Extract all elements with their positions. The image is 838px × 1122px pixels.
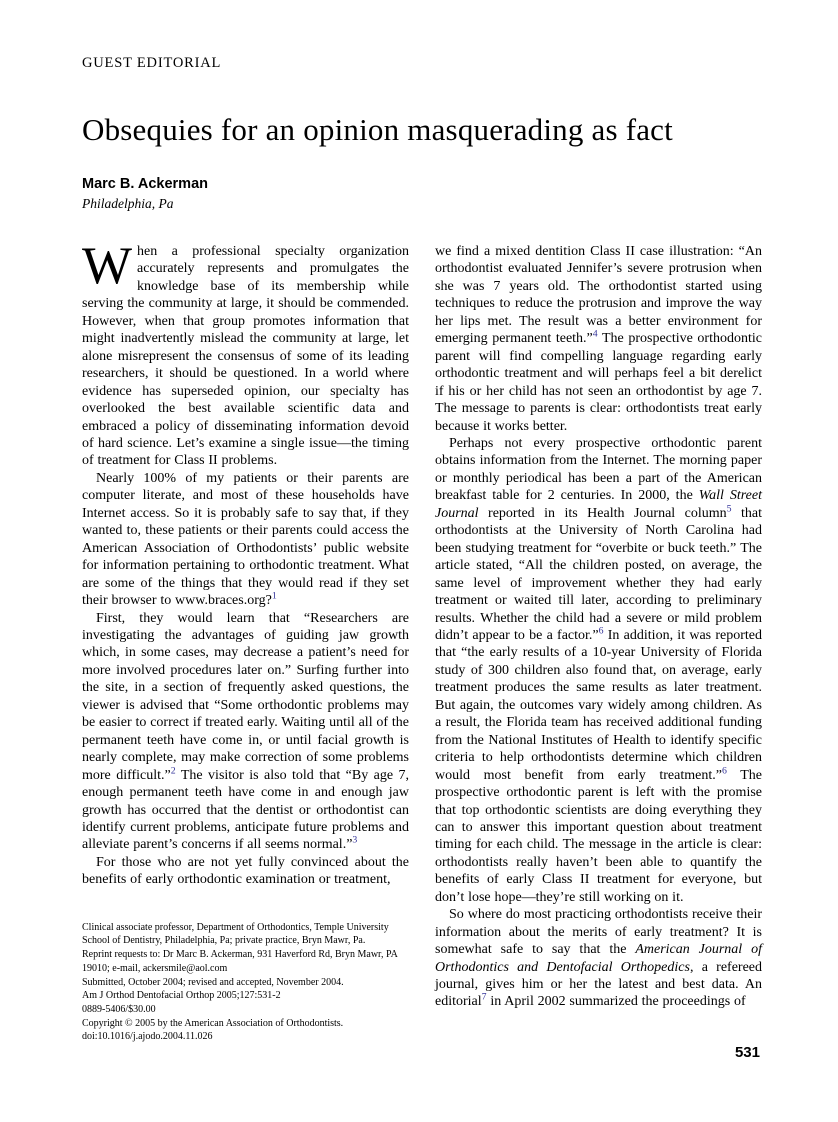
footnote-block — [82, 921, 409, 1044]
citation-reference[interactable]: 7 — [481, 991, 487, 1003]
citation-reference[interactable]: 5 — [726, 503, 732, 515]
drop-cap: W — [82, 237, 133, 295]
italic-journal-name: Wall Street Journal — [435, 488, 762, 521]
section-kicker: GUEST EDITORIAL — [82, 55, 222, 71]
paragraph-website-claims — [82, 610, 409, 854]
paragraph-journal-source — [435, 906, 762, 1011]
paragraph-text — [82, 855, 409, 887]
text-run: that orthodontists at the University of North Carolina had been studying treatment for “overbite or buck teeth.” The article stated, “All the children posted, on average, the same level of improvement whether they had early treatment or waited till later, according to preliminary results. Whether the child had a severe or mild problem didn’t appear to be a factor.” — [435, 505, 762, 643]
author-affiliation: Philadelphia, Pa — [82, 196, 174, 211]
text-run: In addition, it was reported that “the early results of a 10-year University of Florida study of 300 children also found that, on average, early treatment produces the same results as later treatment. But again, the outcomes vary widely among children. As a result, the Florida team has received additional funding from the National Institutes of Health to identify specific criteria to help orthodontists determine which children would most benefit from early treatment.” — [435, 627, 762, 783]
paragraph-not-convinced — [82, 854, 409, 889]
citation-reference[interactable]: 4 — [592, 328, 598, 340]
italic-journal-name: American Journal of Orthodontics and Dentofacial Orthopedics — [435, 942, 762, 975]
text-run: , a refereed journal, gives him or her the latest and best data. An editorial — [435, 959, 763, 1010]
footnote-issn-price: 0889-5406/$30.00 — [82, 1003, 156, 1015]
text-run: First, they would learn that “Researchers are investigating the advantages of guiding jaw growth which, in some cases, may decrease a patient’s need for more involved procedures later on.” Surfing further into the site, in a section of frequently asked questions, the viewer is advised that “Some orthodontic problems may be easier to correct if treated early. Waiting until all of the permanent teeth have come in, or until facial growth is nearly complete, may make correction of some problems more difficult.” — [82, 610, 409, 783]
paragraph-text — [82, 471, 409, 608]
left-column — [82, 237, 410, 1044]
text-run: hen a professional specialty organization accurately represents and promulgates the knowledge base of its membership while serving the community at large, it should be commended. However, when that group promotes information that might inadvertently mislead the community at large, let alone misrepresent the consensus of some of its leading researchers, it should be questioned. In a world where evidence has superseded opinion, our specialty has overlooked the best available scientific data and embraced a policy of disseminating information devoid of hard science. Let’s examine a single issue—the timing of treatment for Class II problems. — [82, 244, 409, 469]
text-run: we find a mixed dentition Class II case illustration: “An orthodontist evaluated Jennifer’s severe protrusion when she was 7 years old. The orthodontist started using techniques to reduce the protrusion and improve the way her lips met. The result was a better environment for emerging permanent teeth.” — [435, 244, 762, 347]
footnote-journal-citation: Am J Orthod Dentofacial Orthop 2005;127:531-2 — [82, 990, 281, 1002]
footnote-doi: doi:10.1016/j.ajodo.2004.11.026 — [82, 1031, 213, 1043]
text-run: Perhaps not every prospective orthodontic parent obtains information from the Internet. The morning paper or monthly periodical has been a part of the American breakfast table for 2 centuries. In 2000, the — [435, 435, 762, 504]
text-run: in April 2002 summarized the proceedings of — [486, 994, 746, 1010]
text-run: So where do most practicing orthodontists receive their information about the merits of early treatment? It is somewhat safe to say that the — [435, 907, 762, 958]
citation-reference[interactable]: 1 — [271, 590, 277, 602]
citation-reference[interactable]: 2 — [170, 764, 176, 776]
paragraph-text — [82, 611, 409, 853]
paragraph-text — [435, 907, 762, 1009]
article-title: Obsequies for an opinion masquerading as fact — [82, 112, 673, 147]
footnote-affiliation: Clinical associate professor, Department of Orthodontics, Temple University School of Dentistry, Philadelphia, Pa; private practice, Bryn Mawr, Pa. — [82, 921, 389, 947]
citation-reference[interactable]: 6 — [598, 625, 604, 637]
citation-reference[interactable]: 3 — [352, 834, 358, 846]
text-run: reported in its Health Journal column — [478, 505, 727, 521]
right-column — [435, 243, 762, 1044]
author-name: Marc B. Ackerman — [82, 176, 208, 192]
text-run: For those who are not yet fully convinced about the benefits of early orthodontic examination or treatment, — [82, 854, 409, 888]
text-run: The visitor is also told that “By age 7, enough permanent teeth have come in and enough jaw growth has occurred that the dentist or orthodontist can identify current problems, anticipate future problems and alleviate parent’s concerns if all seems normal.” — [82, 767, 410, 853]
paragraph-text — [435, 244, 762, 434]
text-run: The prospective orthodontic parent is left with the promise that top orthodontic scientists are doing everything they can to answer this important question about treatment timing for each child. The message in the article is clear: orthodontists really haven’t been able to quantify the benefits of early Class II treatment for everyone, but don’t lose hope—they’re still working on it. — [435, 767, 762, 905]
footnote-copyright: Copyright © 2005 by the American Association of Orthodontists. — [82, 1017, 344, 1029]
footnote-submission-dates: Submitted, October 2004; revised and accepted, November 2004. — [82, 976, 344, 988]
paragraph-intro — [82, 237, 409, 470]
two-column-body — [82, 237, 763, 1044]
paragraph-case-illustration — [435, 243, 762, 435]
citation-reference[interactable]: 6 — [721, 764, 727, 776]
text-run: Nearly 100% of my patients or their parents are computer literate, and most of these households have Internet access. So it is probably safe to say that, if they wanted to, these patients or their parents could access the American Association of Orthodontists’ public website for information pertaining to orthodontic treatment. What are some of the things that they would read if they set their browser to www.braces.org? — [82, 470, 409, 609]
paragraph-wsj-report — [435, 435, 762, 906]
paragraph-text — [435, 436, 762, 905]
paragraph-internet-access — [82, 470, 409, 610]
footnote-reprint-requests: Reprint requests to: Dr Marc B. Ackerman, 931 Haverford Rd, Bryn Mawr, PA 19010; e-mail, ackersmile@aol.com — [82, 949, 398, 974]
page-number: 531 — [734, 1044, 760, 1061]
text-run: The prospective orthodontic parent will find compelling language regarding early orthodontic treatment and will perhaps feel a bit derelict if his or her child has not seen an orthodontist by age 7. The message to parents is clear: orthodontists treat early because it works better. — [435, 331, 762, 434]
